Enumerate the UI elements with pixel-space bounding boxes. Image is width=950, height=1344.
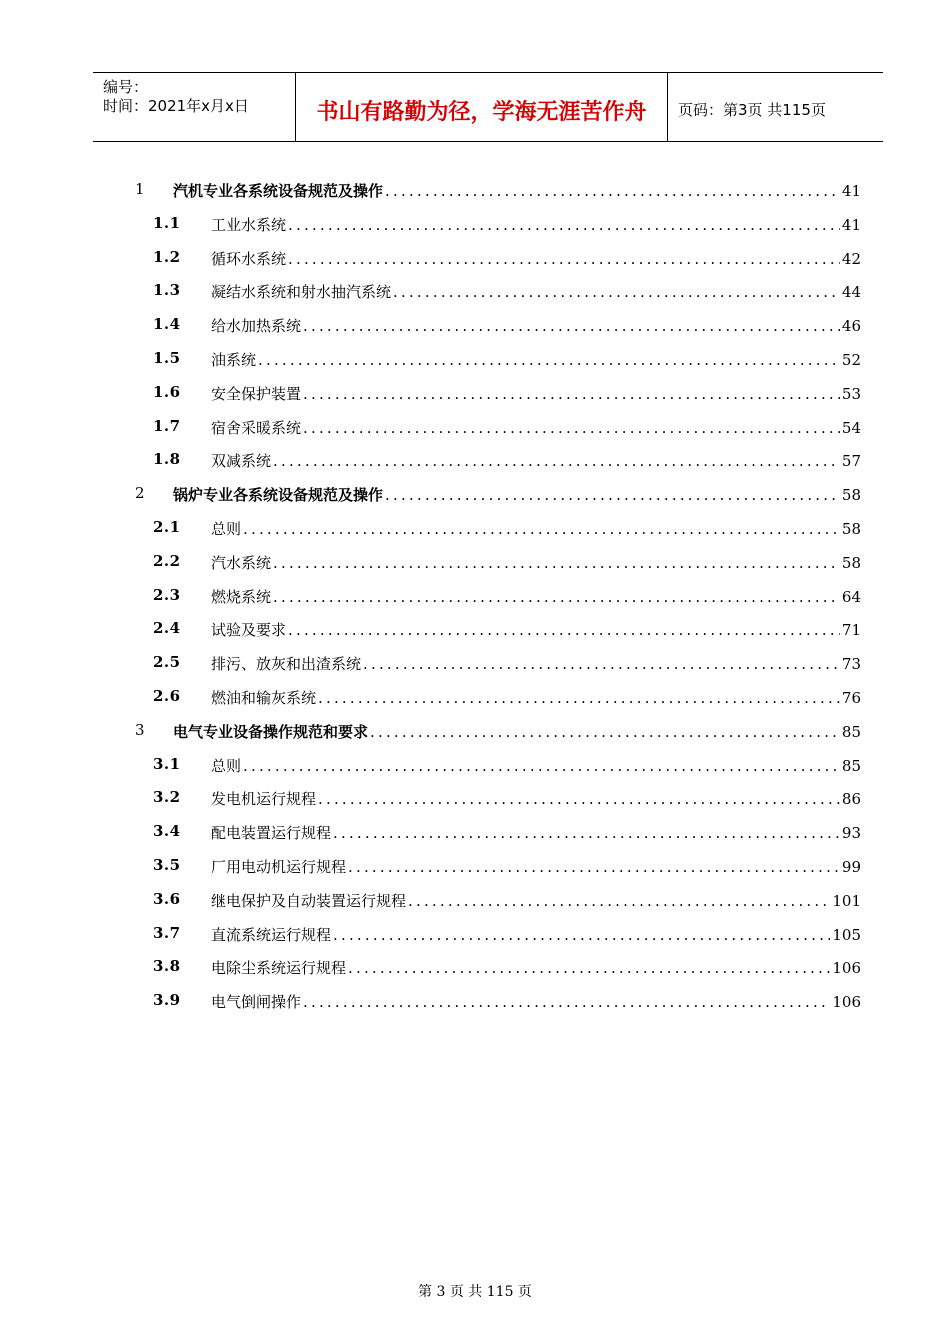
toc-entry-page: 106: [832, 993, 861, 1012]
toc-entry-leader-line: [211, 518, 861, 539]
toc-entry-number: 3.6: [153, 889, 181, 908]
toc-entry-number: 1.5: [153, 349, 181, 367]
toc-dot-leader: [303, 317, 840, 335]
toc-dot-leader: [408, 892, 830, 910]
toc-entry-number: 3: [135, 720, 145, 739]
toc-entry-page: 85: [841, 722, 861, 741]
toc-entry-page: 44: [841, 283, 861, 302]
toc-dot-leader: [243, 757, 840, 775]
toc-entry-number: 2.5: [153, 653, 181, 672]
toc-entry-page: 101: [832, 891, 861, 910]
toc-entry-page: 64: [841, 587, 861, 606]
toc-entry-leader-line: [211, 788, 861, 809]
toc-entry-leader-line: [211, 687, 861, 708]
toc-entry-page: 86: [841, 790, 861, 809]
toc-dot-leader: [348, 959, 830, 977]
toc-entry-title: 试验及要求: [211, 621, 287, 640]
toc-entry-number: 1.3: [153, 281, 181, 300]
toc-entry-leader-line: [211, 619, 861, 640]
toc-dot-leader: [273, 554, 840, 572]
toc-entry-number: 1.4: [153, 315, 181, 334]
toc-entry[interactable]: [0, 949, 950, 983]
toc-entry-page: 54: [841, 418, 861, 437]
toc-dot-leader: [318, 790, 840, 808]
toc-entry-number: 3.1: [153, 754, 181, 773]
toc-entry[interactable]: [0, 814, 950, 848]
toc-entry[interactable]: [0, 206, 950, 240]
toc-entry-page: 58: [841, 520, 861, 538]
toc-entry-leader-line: [211, 991, 861, 1012]
toc-entry-leader-line: [211, 822, 861, 843]
toc-entry-title: 总则: [211, 520, 242, 538]
toc-entry-title: 发电机运行规程: [211, 790, 317, 809]
toc-entry-page: 46: [841, 317, 861, 336]
toc-entry[interactable]: [0, 578, 950, 612]
toc-entry-leader-line: [211, 417, 861, 438]
toc-entry-title: 循环水系统: [211, 249, 287, 268]
toc-entry[interactable]: [0, 916, 950, 950]
toc-entry[interactable]: [0, 983, 950, 1017]
toc-entry-leader-line: [211, 924, 861, 945]
toc-entry-leader-line: [211, 552, 861, 573]
toc-dot-leader: [288, 216, 840, 234]
toc-entry-leader-line: [211, 450, 861, 471]
toc-entry-page: 41: [841, 182, 861, 200]
toc-entry-number: 3.5: [153, 856, 181, 874]
toc-entry[interactable]: [0, 172, 950, 206]
toc-entry-leader-line: [173, 180, 861, 201]
toc-entry-number: 1.2: [153, 247, 181, 266]
toc-entry-title: 汽机专业各系统设备规范及操作: [173, 182, 384, 200]
toc-dot-leader: [393, 283, 840, 301]
toc-entry-leader-line: [211, 315, 861, 336]
toc-dot-leader: [318, 689, 840, 707]
toc-entry-title: 宿舍采暖系统: [211, 418, 302, 437]
toc-entry-page: 58: [841, 486, 861, 505]
toc-entry[interactable]: [0, 544, 950, 578]
toc-dot-leader: [333, 824, 840, 842]
toc-entry-title: 电气倒闸操作: [211, 993, 302, 1012]
toc-dot-leader: [288, 621, 840, 639]
toc-entry-page: 58: [841, 553, 861, 572]
document-time-label: 时间：2021年x月x日: [103, 97, 249, 115]
toc-entry-leader-line: [211, 957, 861, 978]
toc-entry-title: 安全保护装置: [211, 384, 302, 403]
toc-entry-page: 41: [841, 215, 861, 234]
toc-entry-page: 99: [841, 858, 861, 876]
toc-entry-number: 1: [135, 180, 145, 198]
document-code-label: 编号：: [103, 78, 149, 96]
toc-entry[interactable]: [0, 442, 950, 476]
toc-entry-number: 3.7: [153, 923, 181, 942]
toc-entry-number: 2.2: [153, 551, 181, 570]
toc-dot-leader: [273, 588, 840, 606]
toc-entry-page: 76: [841, 689, 861, 707]
toc-dot-leader: [385, 486, 840, 504]
toc-entry-leader-line: [211, 653, 861, 674]
toc-entry-leader-line: [211, 214, 861, 235]
toc-entry-title: 厂用电动机运行规程: [211, 858, 347, 876]
toc-entry-leader-line: [211, 281, 861, 302]
toc-entry[interactable]: [0, 848, 950, 882]
toc-entry-page: 52: [841, 351, 861, 369]
toc-entry-title: 燃烧系统: [211, 587, 272, 606]
header-motto-cell: [295, 73, 668, 141]
toc-entry-leader-line: [211, 890, 861, 911]
toc-entry-page: 53: [841, 384, 861, 403]
toc-entry[interactable]: [0, 679, 950, 713]
footer-page-number: 第 3 页 共 115 页: [418, 1284, 532, 1300]
toc-entry-page: 73: [841, 655, 861, 674]
toc-entry[interactable]: [0, 611, 950, 645]
toc-dot-leader: [348, 858, 840, 876]
toc-dot-leader: [363, 655, 840, 673]
toc-entry-number: 2.3: [153, 585, 181, 604]
toc-entry[interactable]: [0, 747, 950, 781]
toc-dot-leader: [303, 385, 840, 403]
header-page-cell: [668, 73, 883, 141]
header-motto: 书山有路勤为径，学海无涯苦作舟: [316, 99, 647, 125]
header-meta-cell: [93, 73, 295, 141]
toc-entry[interactable]: [0, 240, 950, 274]
toc-entry-number: 2.1: [153, 518, 181, 536]
toc-entry-page: 106: [832, 959, 861, 978]
toc-entry-page: 71: [841, 621, 861, 640]
toc-dot-leader: [333, 926, 830, 944]
toc-entry-leader-line: [211, 856, 861, 877]
toc-entry-leader-line: [211, 383, 861, 404]
page-header: [93, 72, 883, 142]
toc-entry[interactable]: [0, 645, 950, 679]
toc-entry[interactable]: [0, 341, 950, 375]
toc-entry-leader-line: [173, 721, 861, 742]
toc-dot-leader: [288, 250, 840, 268]
toc-entry-number: 3.8: [153, 957, 181, 976]
toc-entry[interactable]: [0, 510, 950, 544]
toc-entry-title: 工业水系统: [211, 215, 287, 234]
toc-entry-number: 3.4: [153, 822, 181, 841]
toc-entry-title: 配电装置运行规程: [211, 824, 332, 843]
toc-entry-title: 汽水系统: [211, 553, 272, 572]
toc-entry-number: 2.4: [153, 619, 181, 638]
toc-entry-leader-line: [211, 248, 861, 269]
toc-entry-page: 93: [841, 824, 861, 843]
toc-entry-title: 油系统: [211, 351, 257, 369]
toc-entry-number: 1.8: [153, 450, 181, 469]
toc-dot-leader: [273, 452, 840, 470]
toc-dot-leader: [258, 351, 840, 369]
toc-entry[interactable]: [0, 273, 950, 307]
toc-entry-title: 双减系统: [211, 452, 272, 471]
toc-entry[interactable]: [0, 307, 950, 341]
toc-entry-title: 锅炉专业各系统设备规范及操作: [173, 486, 384, 505]
toc-entry-title: 凝结水系统和射水抽汽系统: [211, 283, 392, 302]
toc-entry-leader-line: [211, 586, 861, 607]
toc-entry-number: 3.2: [153, 788, 181, 807]
toc-entry-title: 直流系统运行规程: [211, 925, 332, 944]
toc-entry-number: 1.6: [153, 382, 181, 401]
toc-dot-leader: [243, 520, 840, 538]
toc-entry-title: 总则: [211, 756, 242, 775]
page-footer: [0, 1281, 950, 1301]
toc-entry-page: 105: [832, 925, 861, 944]
toc-entry[interactable]: [0, 476, 950, 510]
toc-entry-page: 42: [841, 249, 861, 268]
toc-entry-title: 排污、放灰和出渣系统: [211, 655, 362, 674]
toc-entry-title: 继电保护及自动装置运行规程: [211, 891, 407, 910]
toc-entry[interactable]: [0, 780, 950, 814]
toc-entry-leader-line: [211, 349, 861, 370]
toc-entry-number: 2.6: [153, 687, 181, 705]
toc-entry[interactable]: [0, 882, 950, 916]
toc-entry-title: 燃油和输灰系统: [211, 689, 317, 707]
toc-entry-title: 电除尘系统运行规程: [211, 959, 347, 978]
toc-entry-title: 给水加热系统: [211, 317, 302, 336]
toc-dot-leader: [385, 182, 840, 200]
toc-entry-page: 85: [841, 756, 861, 775]
toc-dot-leader: [370, 723, 840, 741]
toc-entry-number: 1.7: [153, 416, 181, 435]
toc-entry[interactable]: [0, 375, 950, 409]
toc-entry[interactable]: [0, 409, 950, 443]
toc-entry-title: 电气专业设备操作规范和要求: [173, 722, 369, 741]
toc-entry-page: 57: [841, 452, 861, 471]
toc-entry[interactable]: [0, 713, 950, 747]
toc-dot-leader: [303, 419, 840, 437]
toc-entry-number: 3.9: [153, 991, 181, 1010]
toc-dot-leader: [303, 993, 830, 1011]
toc-entry-leader-line: [211, 755, 861, 776]
header-page-info: 页码：第3页 共115页: [678, 101, 826, 119]
toc-entry-number: 1.1: [153, 213, 181, 232]
toc-entry-leader-line: [173, 484, 861, 505]
toc-entry-number: 2: [135, 484, 145, 503]
